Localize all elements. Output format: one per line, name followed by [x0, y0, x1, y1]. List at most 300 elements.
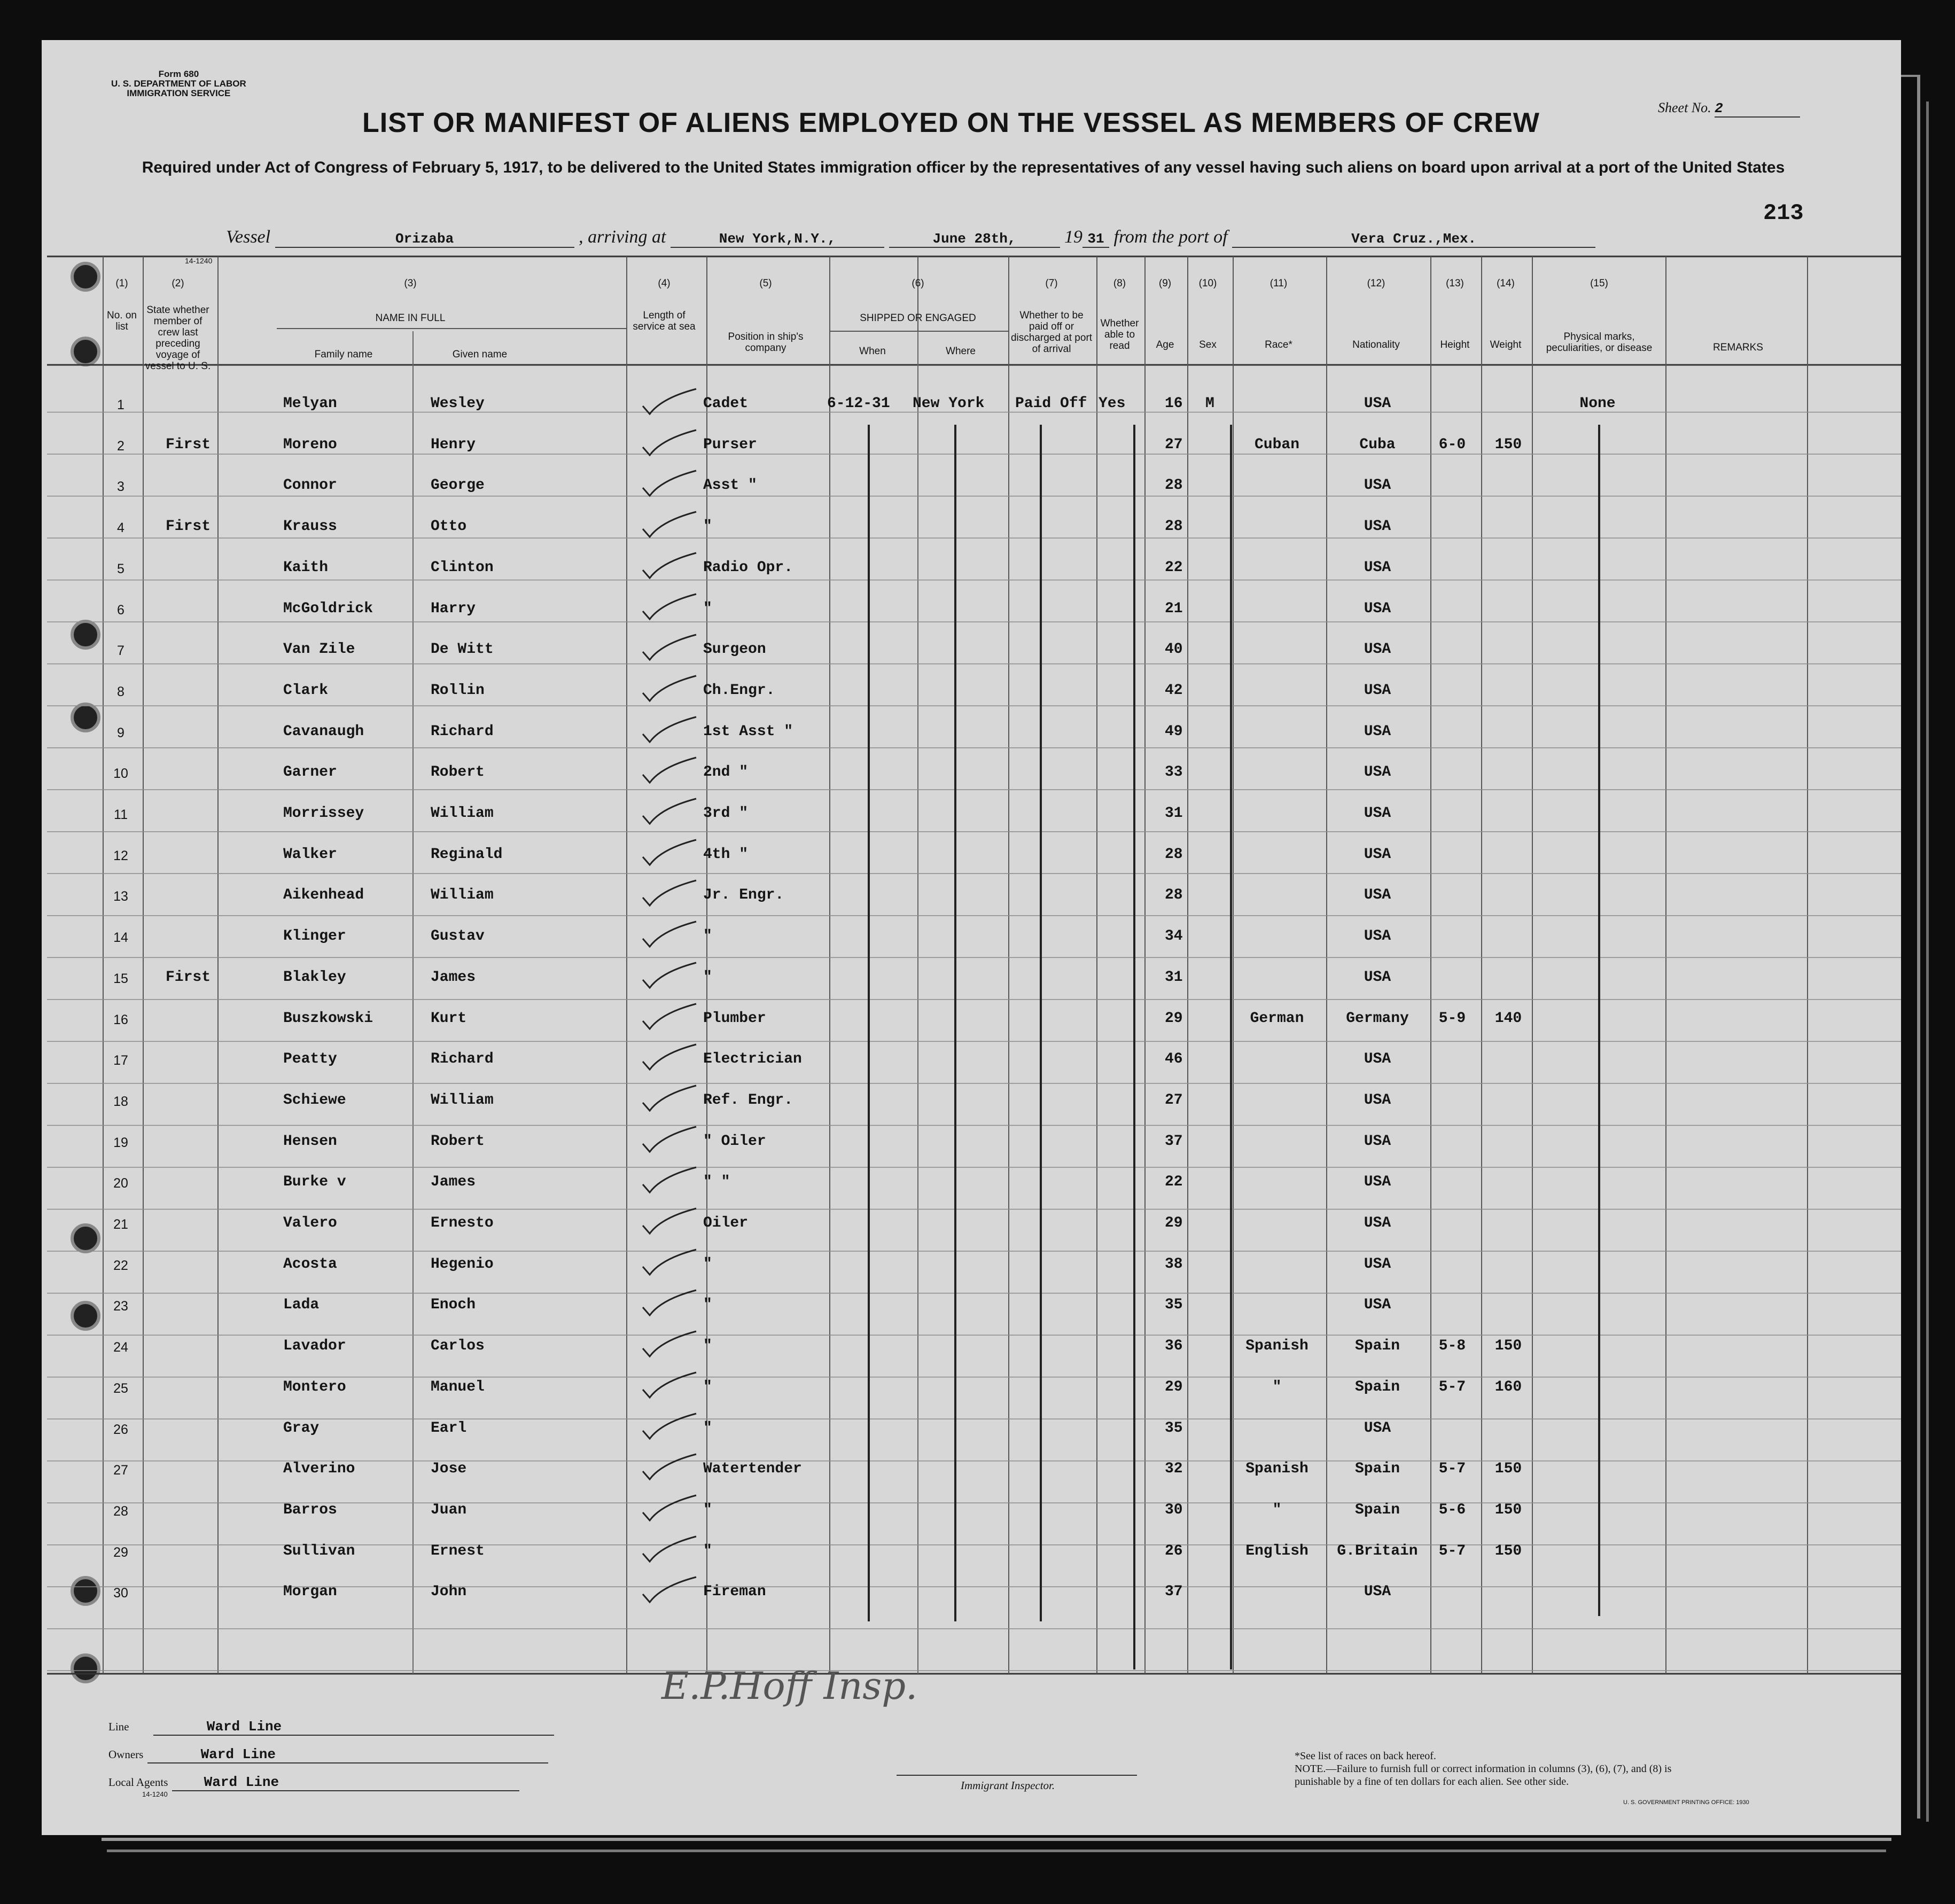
cell-position: "	[703, 1501, 712, 1518]
cell-given: John	[431, 1583, 467, 1601]
cell-nationality: USA	[1364, 395, 1391, 412]
cell-no: 14	[113, 930, 128, 946]
cell-race: Spanish	[1245, 1338, 1308, 1355]
col-4-header: Length of service at sea	[633, 310, 696, 332]
cell-weight: 150	[1494, 436, 1522, 453]
year-suffix: 31	[1082, 231, 1109, 248]
cell-nationality: Spain	[1354, 1338, 1400, 1355]
cell-no: 8	[117, 684, 124, 699]
check-mark-icon	[640, 917, 699, 949]
col-3-number: (3)	[404, 278, 417, 289]
cell-no: 13	[113, 889, 128, 904]
race-note: *See list of races on back hereof.	[1295, 1750, 1436, 1762]
cell-age: 28	[1165, 477, 1183, 494]
cell-given: Harry	[431, 600, 476, 617]
cell-prev: First	[166, 969, 211, 986]
inspector-signature: E.P.Hoff Insp.	[661, 1664, 918, 1708]
cell-no: 25	[113, 1380, 128, 1396]
col-12-header: Nationality	[1352, 339, 1400, 350]
check-mark-icon	[640, 549, 699, 581]
cell-nationality: USA	[1364, 1091, 1391, 1109]
cell-given: Richard	[431, 1051, 494, 1068]
sheet-number-value: 2	[1715, 100, 1800, 118]
col-13-number: (13)	[1446, 278, 1464, 289]
cell-no: 1	[117, 397, 124, 412]
cell-family: Connor	[283, 477, 337, 494]
cell-height: 5-7	[1438, 1461, 1466, 1478]
cell-position: " Oiler	[703, 1133, 766, 1150]
owners-field	[108, 1746, 548, 1763]
cell-nationality: Cuba	[1359, 436, 1396, 453]
cell-no: 16	[113, 1012, 128, 1027]
cell-age: 16	[1165, 395, 1183, 412]
cell-age: 27	[1165, 1091, 1183, 1109]
check-mark-icon	[640, 1573, 699, 1605]
check-mark-icon	[640, 385, 699, 417]
cell-family: Morgan	[283, 1583, 337, 1601]
cell-weight: 140	[1494, 1010, 1522, 1027]
cell-family: Valero	[283, 1215, 337, 1231]
cell-given: Juan	[431, 1501, 467, 1518]
cell-no: 5	[117, 561, 124, 576]
cell-nationality: USA	[1364, 887, 1391, 904]
cell-given: Gustav	[431, 928, 485, 945]
cell-family: Hensen	[283, 1133, 337, 1150]
cell-age: 35	[1165, 1297, 1183, 1314]
agents-value: Ward Line	[172, 1774, 519, 1791]
cell-given: Kurt	[431, 1010, 467, 1027]
cell-position: Radio Opr.	[703, 559, 793, 576]
col-5-number: (5)	[759, 278, 772, 289]
cell-family: Montero	[283, 1378, 346, 1395]
cell-given: Otto	[431, 518, 467, 535]
cell-given: William	[431, 805, 494, 822]
cell-nationality: USA	[1364, 641, 1391, 658]
col-15-header: Physical marks, peculiarities, or disease	[1546, 331, 1653, 354]
check-mark-icon	[640, 1163, 699, 1195]
cell-age: 37	[1165, 1583, 1183, 1601]
cell-given: William	[431, 887, 494, 904]
cell-position: Surgeon	[703, 641, 766, 658]
cell-given: Rollin	[431, 682, 485, 699]
cell-age: 21	[1165, 600, 1183, 617]
col-10-header: Sex	[1199, 339, 1217, 350]
col-1-header: No. on list	[107, 310, 137, 332]
cell-marks: None	[1579, 395, 1616, 412]
cell-given: Ernesto	[431, 1215, 494, 1231]
cell-position: Cadet	[703, 395, 749, 412]
check-mark-icon	[640, 426, 699, 458]
cell-position: "	[703, 1542, 712, 1559]
cell-given: Manuel	[431, 1378, 485, 1395]
cell-age: 42	[1165, 682, 1183, 699]
cell-given: Jose	[431, 1461, 467, 1478]
department: U. S. DEPARTMENT OF LABOR	[111, 79, 246, 89]
line-label: Line	[108, 1720, 129, 1733]
check-mark-icon	[640, 1245, 699, 1277]
cell-no: 30	[113, 1586, 128, 1601]
cell-nationality: USA	[1364, 1051, 1391, 1068]
cell-given: Earl	[431, 1419, 467, 1437]
cell-family: Morrissey	[283, 805, 364, 822]
cell-nationality: USA	[1364, 846, 1391, 863]
cell-position: "	[703, 928, 712, 945]
cell-height: 5-7	[1438, 1542, 1466, 1559]
form-code: 14-1240	[185, 256, 213, 265]
cell-nationality: USA	[1364, 559, 1391, 576]
col-11-header: Race*	[1265, 339, 1292, 350]
cell-given: Robert	[431, 1133, 485, 1150]
cell-position: "	[703, 1255, 712, 1273]
cell-age: 29	[1165, 1378, 1183, 1395]
cell-nationality: USA	[1364, 600, 1391, 617]
cell-position: Watertender	[703, 1461, 802, 1478]
col-13-header: Height	[1440, 339, 1470, 350]
cell-nationality: USA	[1364, 477, 1391, 494]
cell-nationality: G.Britain	[1337, 1542, 1418, 1559]
col-5-header: Position in ship's company	[728, 331, 804, 354]
cell-no: 18	[113, 1094, 128, 1109]
check-mark-icon	[640, 1286, 699, 1318]
inspector-line	[897, 1775, 1137, 1776]
cell-position: Purser	[703, 436, 757, 453]
cell-when: 6-12-31	[827, 395, 890, 412]
cell-given: George	[431, 477, 485, 494]
cell-no: 12	[113, 848, 128, 863]
cell-height: 6-0	[1438, 436, 1466, 453]
cell-no: 3	[117, 479, 124, 495]
cell-age: 49	[1165, 723, 1183, 740]
cell-nationality: USA	[1364, 1419, 1391, 1437]
vessel-name: Orizaba	[275, 231, 574, 248]
cell-age: 28	[1165, 887, 1183, 904]
cell-position: Ch.Engr.	[703, 682, 775, 699]
cell-age: 40	[1165, 641, 1183, 658]
check-mark-icon	[640, 1122, 699, 1154]
col-14-header: Weight	[1490, 339, 1522, 350]
check-mark-icon	[640, 1327, 699, 1359]
col-6b-header: Where	[946, 346, 976, 357]
col-14-number: (14)	[1497, 278, 1515, 289]
owners-label: Owners	[108, 1748, 144, 1761]
check-mark-icon	[640, 630, 699, 662]
cell-age: 32	[1165, 1461, 1183, 1478]
cell-position: Asst "	[703, 477, 757, 494]
agents-label: Local Agents	[108, 1776, 168, 1789]
check-mark-icon	[640, 1450, 699, 1482]
cell-position: Oiler	[703, 1215, 749, 1231]
cell-height: 5-8	[1438, 1338, 1466, 1355]
cell-family: Melyan	[283, 395, 337, 412]
cell-nationality: Germany	[1346, 1010, 1409, 1027]
cell-age: 29	[1165, 1215, 1183, 1231]
col-6-header: SHIPPED OR ENGAGED	[860, 313, 976, 324]
cell-height: 5-7	[1438, 1378, 1466, 1395]
cell-family: Acosta	[283, 1255, 337, 1273]
cell-nationality: USA	[1364, 969, 1391, 986]
cell-paid: Paid Off	[1015, 395, 1087, 412]
cell-nationality: USA	[1364, 682, 1391, 699]
cell-no: 27	[113, 1463, 128, 1478]
cell-given: Henry	[431, 436, 476, 453]
cell-weight: 160	[1494, 1378, 1522, 1395]
cell-nationality: USA	[1364, 1133, 1391, 1150]
cell-no: 26	[113, 1422, 128, 1437]
subtitle: Required under Act of Congress of February 5, 1917, to be delivered to the United States immigration officer by the representatives of any vessel having such aliens on board upon arrival at a port of the United States	[142, 159, 1785, 176]
cell-age: 22	[1165, 1174, 1183, 1191]
cell-race: "	[1272, 1501, 1282, 1518]
cell-age: 29	[1165, 1010, 1183, 1027]
cell-given: Enoch	[431, 1297, 476, 1314]
from-port: Vera Cruz.,Mex.	[1232, 231, 1595, 248]
remarks-header: REMARKS	[1713, 342, 1763, 353]
cell-weight: 150	[1494, 1461, 1522, 1478]
manifest-sheet	[42, 40, 1901, 1835]
check-mark-icon	[640, 958, 699, 990]
cell-given: William	[431, 1091, 494, 1109]
cell-sex: M	[1205, 395, 1214, 412]
line-value: Ward Line	[153, 1719, 554, 1736]
cell-no: 2	[117, 438, 124, 454]
sheet-edge	[1910, 102, 1929, 1822]
cell-position: 3rd "	[703, 805, 749, 822]
cell-position: 4th "	[703, 846, 749, 863]
cell-no: 10	[113, 766, 128, 782]
check-mark-icon	[640, 1081, 699, 1113]
cell-family: Van Zile	[283, 641, 355, 658]
cell-given: Reginald	[431, 846, 503, 863]
cell-prev: First	[166, 518, 211, 535]
cell-weight: 150	[1494, 1501, 1522, 1518]
col-2-header: State whether member of crew last preceding voyage of vessel to U. S.	[145, 305, 211, 372]
cell-position: Ref. Engr.	[703, 1091, 793, 1109]
check-mark-icon	[640, 466, 699, 498]
cell-given: James	[431, 969, 476, 986]
cell-family: Lavador	[283, 1338, 346, 1355]
cell-position: "	[703, 1419, 712, 1437]
owners-value: Ward Line	[147, 1746, 548, 1763]
vessel-label: Vessel	[226, 227, 271, 247]
col-7-header: Whether to be paid off or discharged at port of arrival	[1010, 310, 1093, 355]
cell-family: Blakley	[283, 969, 346, 986]
cell-no: 9	[117, 725, 124, 740]
check-mark-icon	[640, 672, 699, 704]
cell-no: 23	[113, 1299, 128, 1314]
cell-no: 19	[113, 1135, 128, 1150]
arriving-at: New York,N.Y.,	[671, 231, 884, 248]
cell-age: 37	[1165, 1133, 1183, 1150]
cell-no: 21	[113, 1217, 128, 1232]
line-field	[108, 1719, 554, 1736]
cell-position: "	[703, 518, 712, 535]
cell-given: Wesley	[431, 395, 485, 412]
cell-nationality: USA	[1364, 518, 1391, 535]
cell-nationality: USA	[1364, 928, 1391, 945]
cell-family: Burke v	[283, 1174, 346, 1191]
cell-nationality: USA	[1364, 1255, 1391, 1273]
cell-race: German	[1250, 1010, 1304, 1027]
check-mark-icon	[640, 590, 699, 622]
page-title: LIST OR MANIFEST OF ALIENS EMPLOYED ON THE VESSEL AS MEMBERS OF CREW	[362, 107, 1540, 138]
cell-nationality: USA	[1364, 805, 1391, 822]
cell-nationality: USA	[1364, 1583, 1391, 1601]
cell-nationality: Spain	[1354, 1461, 1400, 1478]
sheet-edge	[102, 1838, 1891, 1841]
cell-family: Krauss	[283, 518, 337, 535]
cell-given: Clinton	[431, 559, 494, 576]
cell-position: "	[703, 600, 712, 617]
printer-note: U. S. GOVERNMENT PRINTING OFFICE: 1930	[1623, 1799, 1749, 1806]
cell-family: Schiewe	[283, 1091, 346, 1109]
check-mark-icon	[640, 1368, 699, 1400]
cell-age: 34	[1165, 928, 1183, 945]
cell-position: " "	[703, 1174, 730, 1191]
cell-prev: First	[166, 436, 211, 453]
cell-no: 11	[114, 807, 128, 822]
cell-age: 36	[1165, 1338, 1183, 1355]
cell-family: Clark	[283, 682, 329, 699]
cell-weight: 150	[1494, 1542, 1522, 1559]
check-mark-icon	[640, 1491, 699, 1523]
form-number: Form 680	[158, 69, 199, 79]
cell-nationality: USA	[1364, 764, 1391, 781]
col-12-number: (12)	[1367, 278, 1385, 289]
check-mark-icon	[640, 508, 699, 540]
col-15-number: (15)	[1590, 278, 1608, 289]
cell-age: 38	[1165, 1255, 1183, 1273]
cell-age: 28	[1165, 846, 1183, 863]
col-3b-header: Given name	[452, 349, 508, 360]
check-mark-icon	[640, 1040, 699, 1072]
cell-no: 7	[117, 643, 124, 659]
col-8-header: Whether able to read	[1100, 318, 1139, 352]
check-mark-icon	[640, 753, 699, 785]
check-mark-icon	[640, 1409, 699, 1441]
inspector-label: Immigrant Inspector.	[961, 1779, 1055, 1792]
sheet-number-label: Sheet No.	[1658, 100, 1711, 115]
cell-age: 31	[1165, 805, 1183, 822]
cell-family: Lada	[283, 1297, 320, 1314]
cell-weight: 150	[1494, 1338, 1522, 1355]
arrival-date: June 28th,	[889, 231, 1060, 248]
cell-family: Barros	[283, 1501, 337, 1518]
cell-no: 29	[113, 1544, 128, 1560]
cell-age: 28	[1165, 518, 1183, 535]
cell-height: 5-6	[1438, 1501, 1466, 1518]
col-6-number: (6)	[912, 278, 924, 289]
col-2-number: (2)	[172, 278, 184, 289]
cell-race: "	[1272, 1378, 1282, 1395]
cell-family: McGoldrick	[283, 600, 373, 617]
check-mark-icon	[640, 713, 699, 745]
cell-age: 35	[1165, 1419, 1183, 1437]
cell-nationality: Spain	[1354, 1378, 1400, 1395]
cell-family: Moreno	[283, 436, 337, 453]
cell-height: 5-9	[1438, 1010, 1466, 1027]
cell-race: Spanish	[1245, 1461, 1308, 1478]
cell-family: Aikenhead	[283, 887, 364, 904]
cell-nationality: USA	[1364, 723, 1391, 740]
year-prefix: 19	[1064, 227, 1082, 247]
from-label: from the port of	[1113, 227, 1228, 247]
col-6a-header: When	[859, 346, 886, 357]
cell-read: Yes	[1099, 395, 1126, 412]
col-9-header: Age	[1156, 339, 1174, 350]
cell-no: 22	[113, 1258, 128, 1273]
cell-age: 46	[1165, 1051, 1183, 1068]
cell-nationality: USA	[1364, 1174, 1391, 1191]
cell-position: Plumber	[703, 1010, 766, 1027]
cell-position: Jr. Engr.	[703, 887, 784, 904]
col-1-number: (1)	[115, 278, 128, 289]
col-8-number: (8)	[1113, 278, 1126, 289]
cell-age: 31	[1165, 969, 1183, 986]
cell-family: Sullivan	[283, 1542, 355, 1559]
cell-family: Kaith	[283, 559, 329, 576]
col-3a-header: Family name	[314, 349, 373, 360]
col-3-header: NAME IN FULL	[375, 313, 446, 324]
check-mark-icon	[640, 1204, 699, 1236]
check-mark-icon	[640, 794, 699, 826]
cell-family: Gray	[283, 1419, 320, 1437]
cell-age: 27	[1165, 436, 1183, 453]
cell-given: De Witt	[431, 641, 494, 658]
cell-position: 2nd "	[703, 764, 749, 781]
check-mark-icon	[640, 1000, 699, 1032]
check-mark-icon	[640, 836, 699, 868]
cell-age: 22	[1165, 559, 1183, 576]
cell-family: Peatty	[283, 1051, 337, 1068]
cell-no: 17	[113, 1053, 128, 1068]
cell-position: "	[703, 1338, 712, 1355]
cell-where: New York	[913, 395, 985, 412]
cell-no: 15	[113, 971, 128, 986]
page-number: 213	[1763, 200, 1804, 226]
cell-nationality: USA	[1364, 1297, 1391, 1314]
cell-race: English	[1245, 1542, 1308, 1559]
sheet-edge	[107, 1850, 1886, 1852]
cell-position: 1st Asst "	[703, 723, 793, 740]
cell-given: Ernest	[431, 1542, 485, 1559]
col-10-number: (10)	[1198, 278, 1217, 289]
check-mark-icon	[640, 1532, 699, 1564]
cell-nationality: Spain	[1354, 1501, 1400, 1518]
cell-given: James	[431, 1174, 476, 1191]
penalty-note: NOTE.—Failure to furnish full or correct information in columns (3), (6), (7), and (8) is punishable by a fine of ten dollars for each alien. See other side.	[1295, 1763, 1672, 1788]
col-11-number: (11)	[1269, 278, 1288, 289]
cell-given: Hegenio	[431, 1255, 494, 1273]
cell-family: Garner	[283, 764, 337, 781]
agents-code: 14-1240	[142, 1790, 168, 1798]
cell-position: "	[703, 1297, 712, 1314]
cell-position: Electrician	[703, 1051, 802, 1068]
cell-age: 30	[1165, 1501, 1183, 1518]
service: IMMIGRATION SERVICE	[127, 88, 231, 98]
col-4-number: (4)	[658, 278, 671, 289]
cell-position: "	[703, 969, 712, 986]
cell-nationality: USA	[1364, 1215, 1391, 1231]
cell-position: Fireman	[703, 1583, 766, 1601]
cell-no: 28	[113, 1503, 128, 1519]
cell-family: Walker	[283, 846, 337, 863]
cell-no: 4	[117, 520, 124, 536]
cell-given: Robert	[431, 764, 485, 781]
cell-family: Klinger	[283, 928, 346, 945]
arriving-label: , arriving at	[579, 227, 666, 247]
agents-field	[108, 1774, 519, 1791]
cell-age: 26	[1165, 1542, 1183, 1559]
cell-no: 6	[117, 602, 124, 618]
